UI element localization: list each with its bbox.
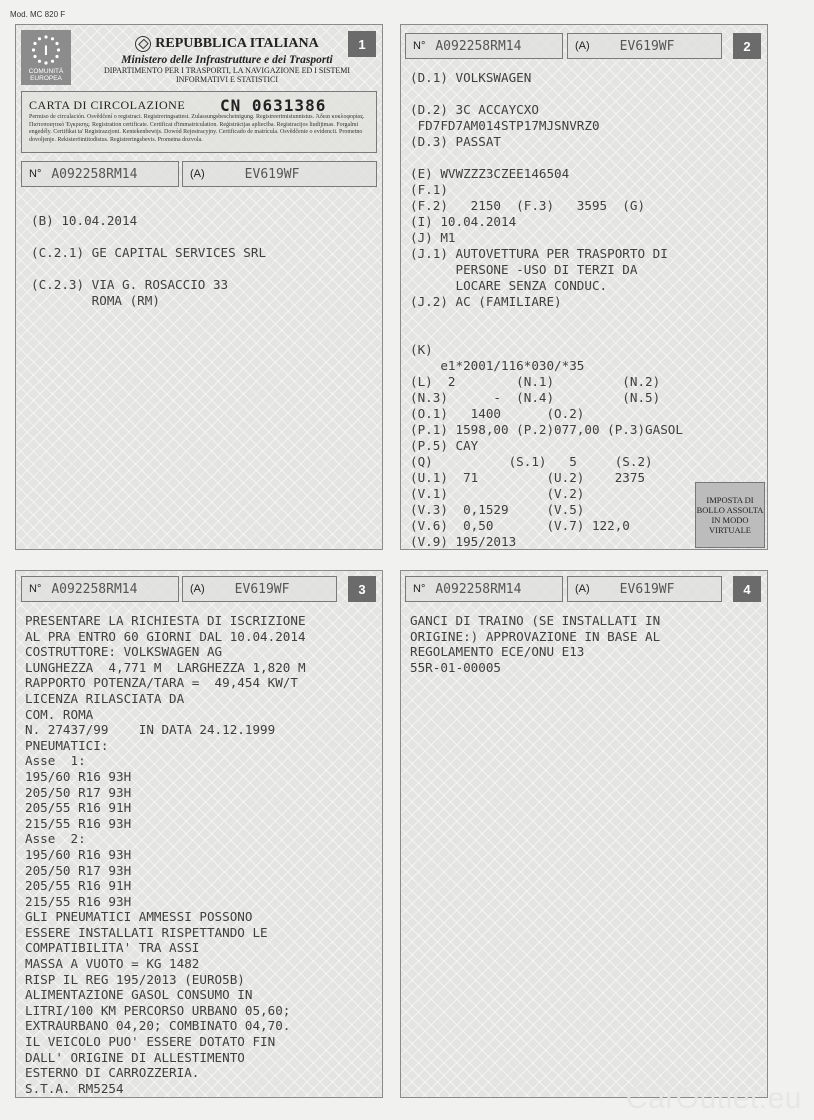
a-value: EV619WF (619, 581, 675, 597)
eu-emblem (21, 30, 71, 85)
panel-number: 2 (733, 33, 761, 59)
n-field (405, 576, 563, 602)
a-value: EV619WF (234, 581, 290, 597)
panel-number: 3 (348, 576, 376, 602)
n-field (405, 33, 563, 59)
header (78, 30, 376, 85)
panel-1 (15, 24, 383, 550)
panel-number: 1 (348, 31, 376, 57)
panel-2-body: (D.1) VOLKSWAGEN (D.2) 3C ACCAYCXO FD7FD7AM014STP17MJSNVRZ0 (D.3) PASSAT (E) WVWZZZ3CZEE146504 (F.1) (F.2) 2150 (F.3) 3595 (G) (I) 10.04.2014 (J) M1 (J.1) AUTOVETTURA PER TRASPORTO DI PERSONE -USO DI TERZI DA LOCARE SENZA CONDUC. (J.2) AC (FAMILIARE) (K) e1*2001/116*030/*35 (L) 2 (N.1) (N.2) (N.3) - (N.4) (N.5) (O.1) 1400 (O.2) (P.1) 1598,00 (P.2)077,00 (P.3)GASOL (P.5) CAY (Q) (S.1) 5 (S.2) (U.1) 71 (U.2) 2375 (V.1) (V.2) (V.3) 0,1529 (V.5) (V.6) 0,50 (V.7) 122,0 (V.9) 195/2013 (410, 70, 683, 549)
panel-1-body: (B) 10.04.2014 (C.2.1) GE CAPITAL SERVICES SRL (C.2.3) VIA G. ROSACCIO 33 ROMA (RM) (31, 213, 267, 308)
stamp-duty-box: IMPOSTA DI BOLLO ASSOLTA IN MODO VIRTUALE (695, 482, 765, 548)
n-label: N° (29, 168, 42, 180)
n-label: N° (413, 40, 426, 52)
panel-3 (15, 570, 383, 1098)
n-field (21, 161, 179, 187)
eu-letter: I (44, 42, 48, 58)
n-value: A092258RM14 (51, 166, 138, 182)
n-field (21, 576, 179, 602)
n-value: A092258RM14 (435, 38, 522, 54)
panel-4 (400, 570, 768, 1098)
a-field (182, 161, 377, 187)
panel-3-body: PRESENTARE LA RICHIESTA DI ISCRIZIONE AL PRA ENTRO 60 GIORNI DAL 10.04.2014 COSTRUTTORE: VOLKSWAGEN AG LUNGHEZZA 4,771 M LARGHEZZA 1,820 M RAPPORTO POTENZA/TARA = 49,454 KW/T LICENZA RILASCIATA DA COM. ROMA N. 27437/99 IN DATA 24.12.1999 PNEUMATICI: Asse 1: 195/60 R16 93H 205/50 R17 93H 205/55 R16 91H 215/55 R16 93H Asse 2: 195/60 R16 93H 205/50 R17 93H 205/55 R16 91H 215/55 R16 93H GLI PNEUMATICI AMMESSI POSSONO ESSERE INSTALLATI RISPETTANDO LE COMPATIBILITA' TRA ASSI MASSA A VUOTO = KG 1482 RISP IL REG 195/2013 (EURO5B) ALIMENTAZIONE GASOL CONSUMO IN LITRI/100 KM PERCORSO URBANO 05,60; EXTRAURBANO 04,20; COMBINATO 04,70. IL VEICOLO PUO' ESSERE DOTATO FIN DALL' ORIGINE DI ALLESTIMENTO ESTERNO DI CARROZZERIA. S.T.A. RM5254 (25, 613, 306, 1096)
document-title: CARTA DI CIRCOLAZIONE (29, 98, 186, 112)
emblem-icon (135, 36, 151, 52)
eu-stars-icon (27, 33, 65, 67)
ministry-title: Ministero delle Infrastrutture e dei Trasporti (121, 54, 333, 66)
form-code: Mod. MC 820 F (10, 10, 66, 19)
n-value: A092258RM14 (51, 581, 138, 597)
a-label: (A) (190, 168, 205, 180)
a-label: (A) (190, 583, 205, 595)
department-title: DIPARTIMENTO PER I TRASPORTI, LA NAVIGAZIONE ED I SISTEMI INFORMATIVI E STATISTICI (103, 66, 351, 84)
a-value: EV619WF (619, 38, 675, 54)
a-field (182, 576, 337, 602)
n-value: A092258RM14 (435, 581, 522, 597)
watermark: CarOutlet.eu (625, 1082, 802, 1115)
document-number: CN 0631386 (220, 96, 327, 115)
a-label: (A) (575, 40, 590, 52)
n-label: N° (29, 583, 42, 595)
panel-4-body: GANCI DI TRAINO (SE INSTALLATI IN ORIGINE:) APPROVAZIONE IN BASE AL REGOLAMENTO ECE/ONU E13 55R-01-00005 (410, 613, 661, 675)
republic-title: REPUBBLICA ITALIANA (155, 36, 319, 51)
panel-2 (400, 24, 768, 550)
eu-label: COMUNITÀ EUROPEA (28, 68, 64, 82)
a-label: (A) (575, 583, 590, 595)
a-field (567, 33, 722, 59)
panel-number: 4 (733, 576, 761, 602)
a-field (567, 576, 722, 602)
document-title-box (21, 91, 377, 153)
multilingual-text: Permiso de circulación. Osvědčení o registraci. Registreringsattest. Zulassungsbescheinigung. Registreerimistunnistus. Άδεια κυκλοφορίας. Πιστοποιητικό Έγκρισης. Registration certificate. Certificat d'immatriculation. Reģistrācijas apliecība. Registracijos liudijimas. Forgalmi engedély. Certifikat ta' Registrazzjoni. Kentekenbewijs. Dowód Rejestracyjny. Certificado de matrícula. Osvědčenie o evidencii. Prometno dovoljenje. Rekisteröintitodistus. Registreringsbevis. Prometna dozvola. (29, 114, 365, 143)
republic-line (78, 36, 376, 52)
n-label: N° (413, 583, 426, 595)
a-value: EV619WF (244, 166, 300, 182)
